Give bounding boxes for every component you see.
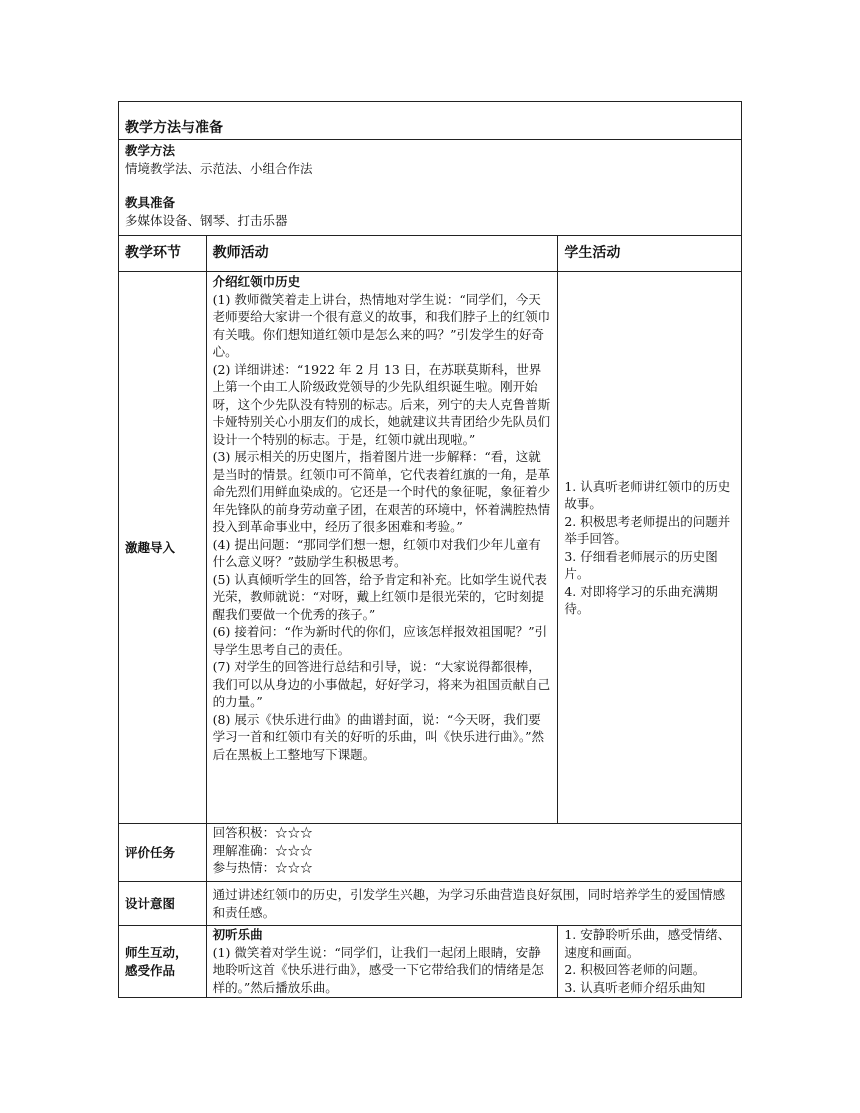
design-stage-cell: [119, 882, 207, 926]
intro-student-step: 2. 积极思考老师提出的问题并举手回答。: [564, 513, 731, 546]
lesson-plan-document: [118, 101, 742, 998]
intro-teacher-step: (1) 教师微笑着走上讲台，热情地对学生说：“同学们，今天老师要给大家讲一个很有意义的故事，和我们脖子上的红领巾有关哦。你们想知道红领巾是怎么来的吗？”引发学生的好奇心。: [212, 291, 551, 359]
interaction-stage-line2: 感受作品: [125, 962, 176, 978]
interaction-student-step: 3. 认真听老师介绍乐曲知: [564, 979, 706, 995]
section-title: 教学方法与准备: [125, 119, 223, 136]
header-stage-cell: [119, 236, 207, 272]
interaction-student-step: 1. 安静聆听乐曲，感受情绪、速度和画面。: [564, 927, 731, 960]
header-row: [119, 236, 742, 272]
interaction-student-cell: [558, 926, 742, 998]
intro-row: [119, 272, 742, 824]
design-text-cell: [206, 882, 741, 926]
intro-stage-cell: [119, 272, 207, 824]
section-title-row: [119, 102, 742, 140]
intro-student-cell: [558, 272, 742, 824]
intro-teacher-step: (2) 详细讲述：“1922 年 2 月 13 日，在苏联莫斯科，世界上第一个由工人阶级政党领导的少先队组织诞生啦。刚开始呀，这个少先队没有特别的标志。后来，列宁的夫人克鲁普斯卡娅特别关心小朋友们的成长，她就建议共青团给少先队员们设计一个特别的标志。于是，红领巾就出现啦。”: [212, 361, 551, 447]
intro-teacher-step: (7) 对学生的回答进行总结和引导，说：“大家说得都很棒，我们可以从身边的小事做起，好好学习，将来为祖国贡献自己的力量。”: [212, 659, 551, 709]
interaction-row: [119, 926, 742, 998]
evaluation-items-cell: [206, 824, 741, 882]
intro-teacher-step: (3) 展示相关的历史图片，指着图片进一步解释：“看，这就是当时的情景。红领巾可不简单，它代表着红旗的一角，是革命先烈们用鲜血染成的。它还是一个时代的象征呢，象征着少年先锋队的前身劳动童子团，在艰苦的环境中，怀着满腔热情投入到革命事业中，经历了很多困难和考验。”: [212, 449, 551, 534]
intro-title: 介绍红领巾历史: [212, 274, 301, 289]
header-student-cell: [558, 236, 742, 272]
tools-value: 多媒体设备、钢琴、打击乐器: [125, 212, 288, 228]
section-title-cell: [119, 102, 742, 140]
interaction-teacher-step: (1) 微笑着对学生说：“同学们，让我们一起闭上眼睛，安静地聆听这首《快乐进行曲》，感受一下它带给我们的情绪是怎样的。”然后播放乐曲。: [212, 944, 544, 995]
header-stage: 教学环节: [125, 245, 181, 262]
intro-teacher-step: (6) 接着问：“作为新时代的你们，应该怎样报效祖国呢？”引导学生思考自己的责任。: [212, 624, 548, 657]
evaluation-row: [119, 824, 742, 882]
design-stage: 设计意图: [125, 895, 176, 911]
evaluation-stage: 评价任务: [125, 844, 176, 860]
preparation-cell: [119, 140, 742, 236]
interaction-title: 初听乐曲: [212, 927, 263, 942]
intro-teacher-step: (5) 认真倾听学生的回答，给予肯定和补充。比如学生说代表光荣，教师就说：“对呀，戴上红领巾是很光荣的，它时刻提醒我们要做一个优秀的孩子。”: [212, 571, 547, 622]
evaluation-item: 回答积极：☆☆☆: [212, 825, 313, 840]
intro-student-step: 1. 认真听老师讲红领巾的历史故事。: [564, 478, 731, 511]
evaluation-item: 参与热情：☆☆☆: [212, 860, 313, 875]
design-row: [119, 882, 742, 926]
header-student: 学生活动: [564, 245, 621, 262]
tools-label: 教具准备: [125, 195, 176, 210]
intro-teacher-step: (4) 提出问题：“那同学们想一想，红领巾对我们少年儿童有什么意义呀？”鼓励学生积极思考。: [212, 536, 541, 569]
interaction-stage-cell: [119, 926, 207, 998]
header-teacher: 教师活动: [212, 245, 269, 262]
intro-teacher-cell: [206, 272, 558, 824]
header-teacher-cell: [206, 236, 558, 272]
methods-value: 情境教学法、示范法、小组合作法: [125, 160, 313, 176]
preparation-row: [119, 140, 742, 236]
evaluation-item: 理解准确：☆☆☆: [212, 842, 313, 858]
methods-label: 教学方法: [125, 143, 176, 158]
interaction-student-step: 2. 积极回答老师的问题。: [564, 962, 706, 977]
evaluation-stage-cell: [119, 824, 207, 882]
interaction-stage-line1: 师生互动，: [125, 945, 188, 960]
design-text: 通过讲述红领巾的历史，引发学生兴趣，为学习乐曲营造良好氛围，同时培养学生的爱国情感和责任感。: [212, 887, 726, 920]
intro-stage: 激趣导入: [125, 539, 176, 555]
intro-student-step: 3. 仔细看老师展示的历史图片。: [564, 548, 718, 581]
interaction-teacher-cell: [206, 926, 558, 998]
intro-teacher-step: (8) 展示《快乐进行曲》的曲谱封面，说：“今天呀，我们要学习一首和红领巾有关的好听的乐曲，叫《快乐进行曲》。”然后在黑板上工整地写下课题。: [212, 711, 545, 762]
intro-student-step: 4. 对即将学习的乐曲充满期待。: [564, 583, 718, 616]
lesson-plan-table: [118, 101, 742, 998]
